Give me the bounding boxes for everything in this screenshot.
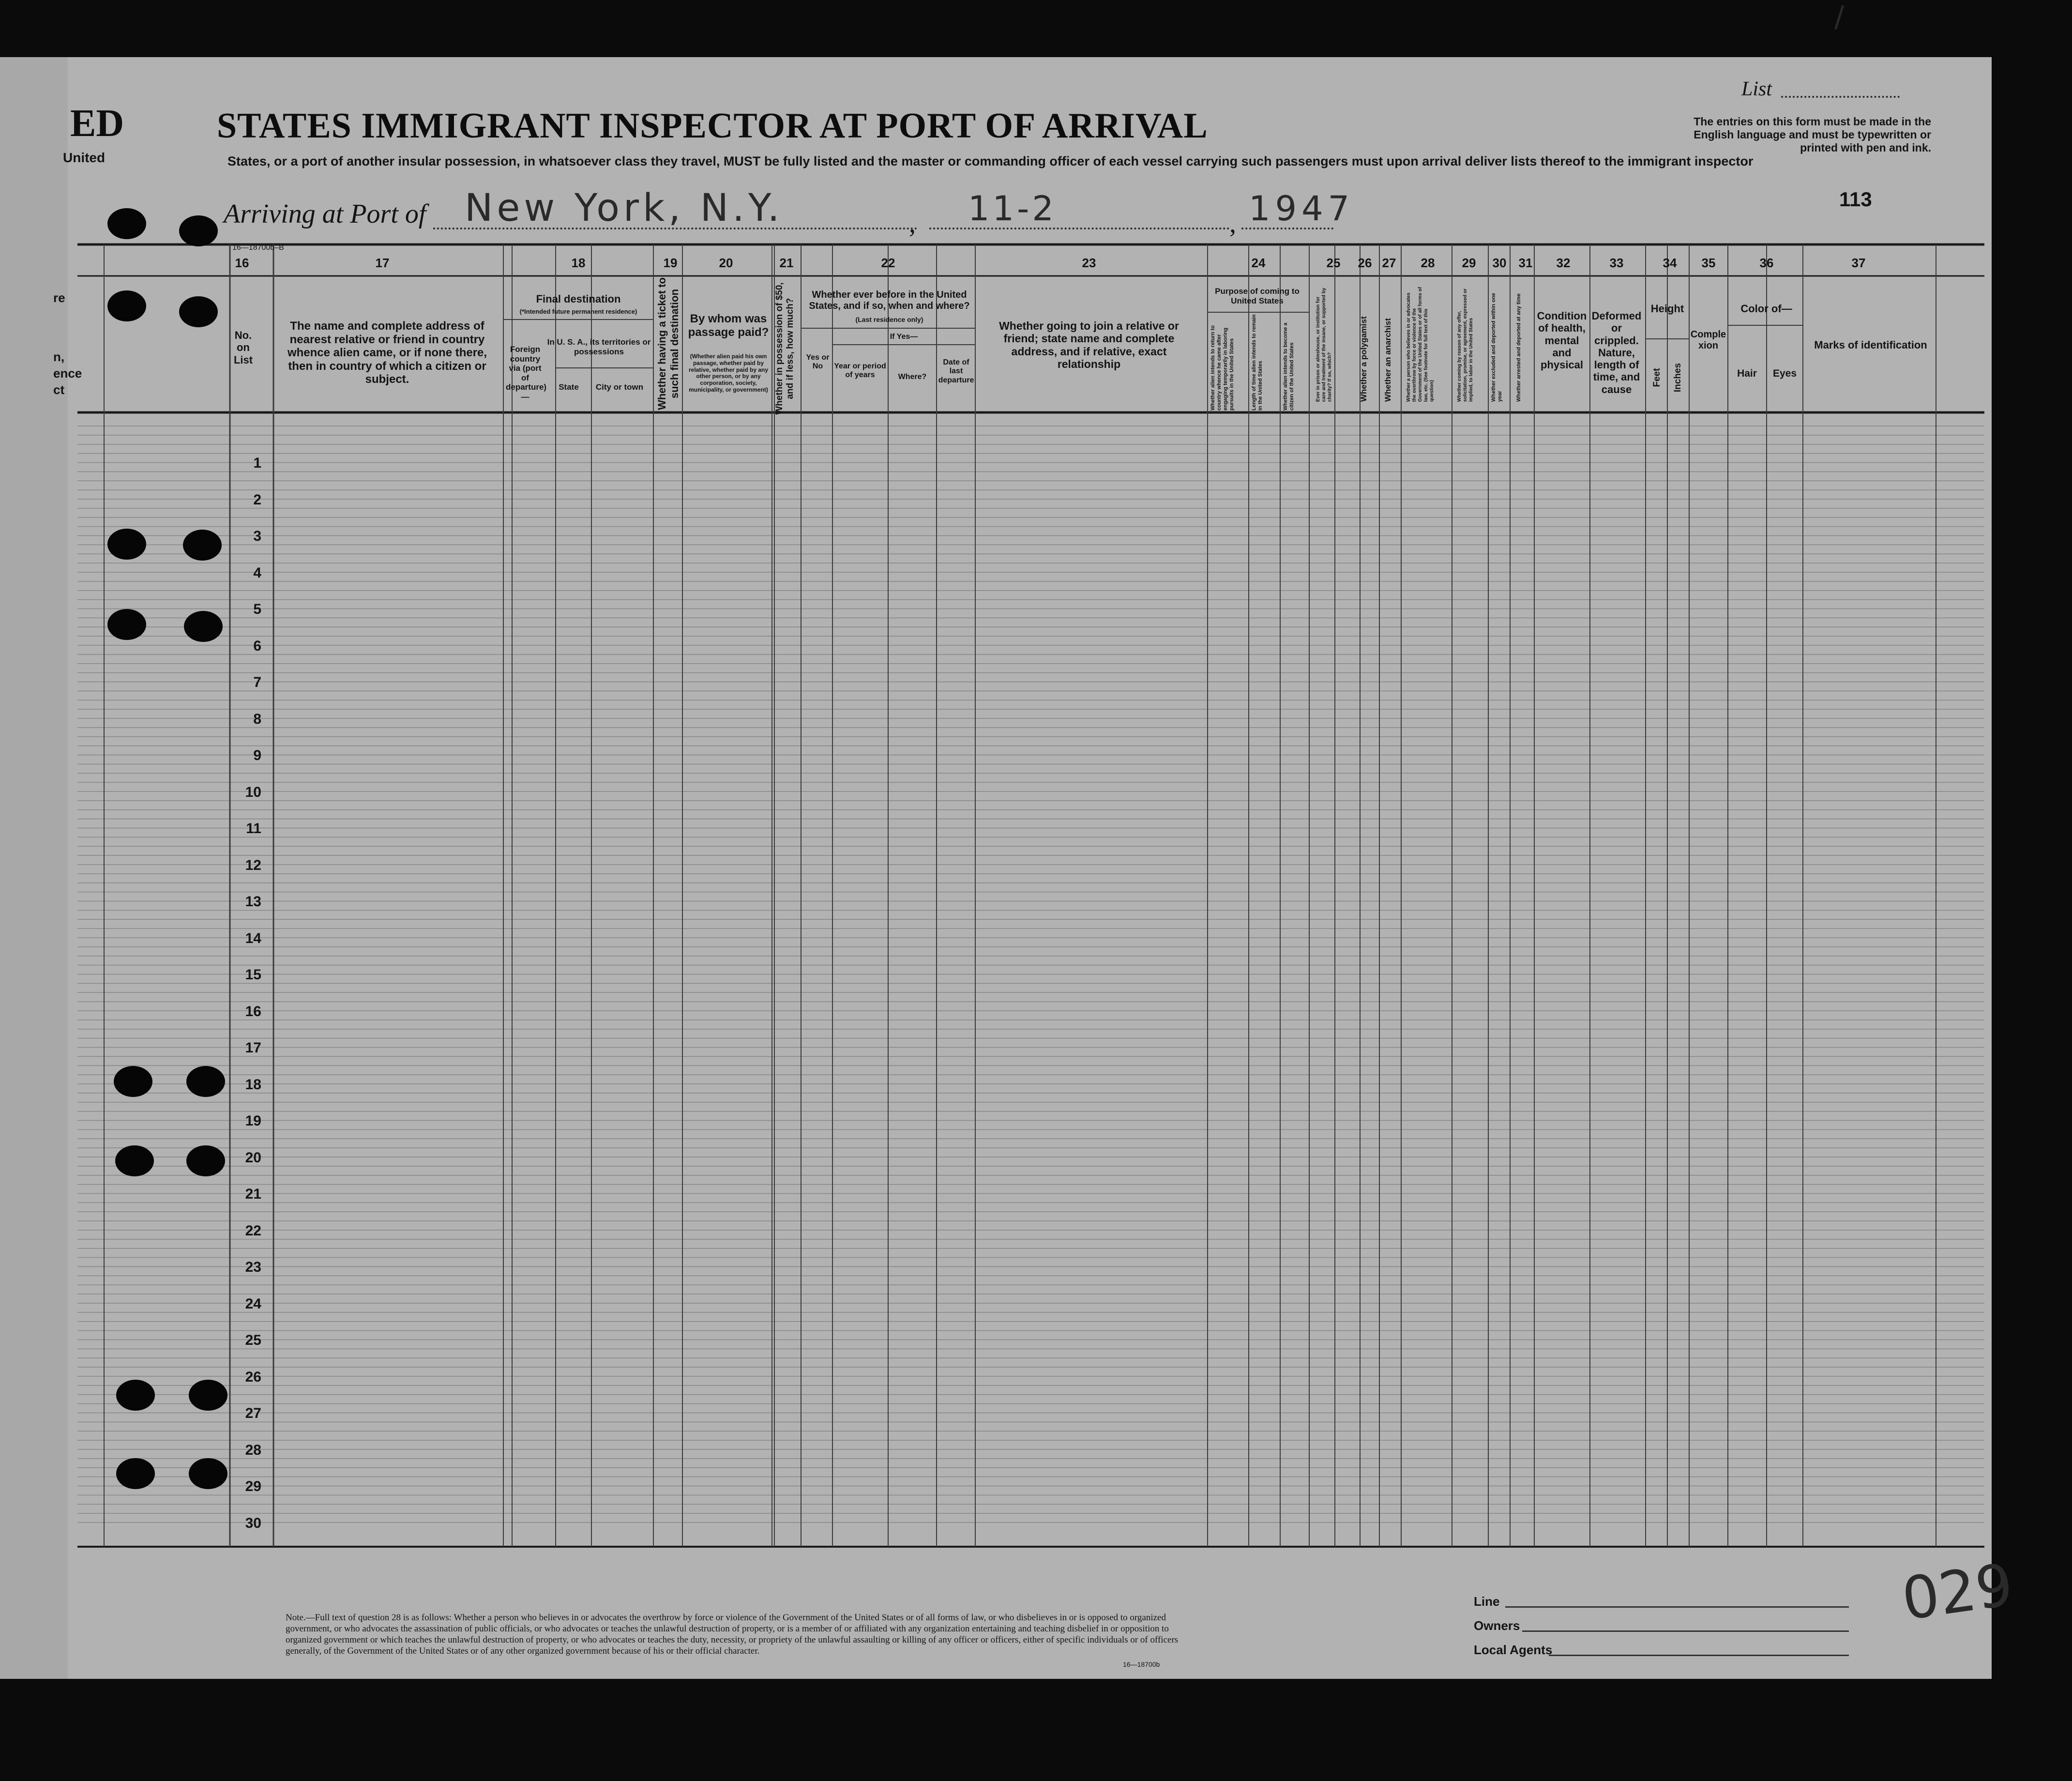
punch-hole bbox=[186, 1066, 225, 1097]
col-header-18: Final destination bbox=[536, 293, 621, 305]
row-number: 19 bbox=[245, 1113, 261, 1129]
left-fragment-head-lines bbox=[53, 349, 82, 398]
footnote: Note.—Full text of question 28 is as follows: Whether a person who believes in or advocates the overthrow by force or violence of the Government of the United States or of all forms of law, or who disbelieves in or is opposed to organized government, or who advocates the assassination of public officials, or who advocates or teaches the unlawful destruction of property, or is a member of or affiliated with any organization entertaining and teaching disbelief in or opposition to organized government or which teaches the unlawful destruction of property, or who advocates or teaches the duty, necessity, or propriety of the unlawful assaulting or killing of any officer or officers, either of specific individuals or of officers generally, of the Government of the United States or of any other organized government because of his or their official character. bbox=[286, 1613, 1179, 1656]
punch-hole bbox=[186, 1145, 225, 1176]
arriving-label: Arriving at Port of bbox=[224, 199, 426, 229]
col-header-36-hair: Hair bbox=[1737, 368, 1757, 379]
punch-hole bbox=[114, 1066, 152, 1097]
col-header-32: Condition of health, mental and physical bbox=[1537, 310, 1587, 371]
row-number: 27 bbox=[245, 1405, 261, 1421]
col-header-20: By whom was passage paid? bbox=[688, 312, 769, 339]
col-header-22: Whether ever before in the United States, and if so, when and where? bbox=[809, 289, 970, 311]
punch-hole bbox=[116, 1458, 155, 1489]
punch-hole bbox=[107, 529, 146, 560]
col-header-22-year: Year or period of years bbox=[834, 362, 886, 380]
line-label: Line bbox=[1474, 1594, 1500, 1609]
col-no-22: 22 bbox=[881, 256, 895, 270]
punch-hole bbox=[107, 290, 146, 321]
list-label: List bbox=[1741, 78, 1772, 100]
col-no-26: 26 bbox=[1358, 256, 1372, 270]
col-no-23: 23 bbox=[1082, 256, 1096, 270]
port-value: New York, N.Y. bbox=[465, 186, 784, 230]
local-agents-label: Local Agents bbox=[1474, 1643, 1553, 1657]
separator-comma: , bbox=[1229, 209, 1236, 239]
year-value: 1947 bbox=[1249, 189, 1355, 228]
row-number: 26 bbox=[245, 1369, 261, 1385]
col-header-34-inches: Inches bbox=[1673, 363, 1683, 393]
list-number-field[interactable] bbox=[1781, 96, 1900, 98]
col-header-18-note: (*Intended future permanent residence) bbox=[519, 308, 637, 315]
handwritten-stamp-number: 029 bbox=[1898, 1551, 2017, 1634]
col-header-18-city: City or town bbox=[595, 382, 644, 392]
row-number: 13 bbox=[245, 894, 261, 910]
left-head-4: ct bbox=[53, 382, 65, 397]
col-header-33: Deformed or crippled. Nature, length of time, and cause bbox=[1591, 310, 1642, 396]
row-number: 30 bbox=[245, 1515, 261, 1531]
row-number: 16 bbox=[245, 1003, 261, 1020]
col-no-24: 24 bbox=[1251, 256, 1266, 270]
owners-field[interactable] bbox=[1522, 1630, 1849, 1632]
col-header-22-note: (Last residence only) bbox=[855, 316, 923, 323]
row-number: 9 bbox=[253, 747, 261, 763]
col-header-36-eyes: Eyes bbox=[1772, 368, 1797, 379]
row-number: 29 bbox=[245, 1478, 261, 1494]
col-header-22-date: Date of last departure bbox=[938, 358, 974, 384]
left-fragment-title: ED bbox=[70, 102, 124, 145]
col-header-19: Whether having a ticket to such final destination bbox=[656, 277, 681, 410]
owners-label: Owners bbox=[1474, 1618, 1520, 1633]
col-header-34-feet: Feet bbox=[1652, 368, 1662, 387]
col-header-37: Marks of identification bbox=[1814, 339, 1927, 351]
col-no-27: 27 bbox=[1382, 256, 1396, 270]
col-header-29: Whether coming by reason of any offer, solicitation, promise, or agreement, expressed or implied, to labor in the United States bbox=[1457, 289, 1474, 402]
col-no-20: 20 bbox=[719, 256, 733, 270]
punch-hole bbox=[189, 1380, 227, 1411]
row-number: 10 bbox=[245, 784, 261, 800]
col-header-27: Whether an anarchist bbox=[1383, 318, 1392, 402]
line-field[interactable] bbox=[1505, 1606, 1849, 1608]
col-no-17: 17 bbox=[375, 256, 390, 270]
page-title: STATES IMMIGRANT INSPECTOR AT PORT OF ARRIVAL bbox=[217, 106, 1208, 146]
col-header-21: Whether in possession of $50, and if less, how much? bbox=[774, 282, 795, 415]
row-number: 4 bbox=[253, 564, 261, 581]
row-number: 1 bbox=[253, 455, 261, 471]
col-header-35: Complexion bbox=[1690, 329, 1726, 351]
left-head-3: ence bbox=[53, 366, 82, 381]
col-header-22-if-yes: If Yes— bbox=[890, 333, 918, 341]
form-instructions: The entries on this form must be made in the English language and must be typewritten or printed with pen and ink. bbox=[1694, 115, 1931, 154]
left-fragment-subtitle: United bbox=[63, 150, 106, 165]
row-number: 14 bbox=[245, 930, 261, 946]
col-no-32: 32 bbox=[1556, 256, 1571, 270]
col-header-24b: Length of time alien intends to remain in the United States bbox=[1251, 314, 1263, 411]
col-header-18-foreign: Foreign country via (port of departure)— bbox=[506, 345, 547, 401]
col-header-23: Whether going to join a relative or friend; state name and complete address, and if relative, exact relationship bbox=[999, 320, 1179, 371]
punch-hole bbox=[179, 215, 218, 246]
col-header-24: Purpose of coming to United States bbox=[1215, 287, 1300, 305]
form-code: 16—18700b–B bbox=[232, 244, 284, 252]
col-header-20-note: (Whether alien paid his own passage, whether paid by relative, whether paid by any other person, or by any corporation, society, municipality, or government) bbox=[688, 353, 769, 393]
col-header-24a: Whether alien intends to return to country whence he came after engaging temporarily in laboring pursuits in the United States bbox=[1210, 325, 1235, 411]
separator-comma: , bbox=[909, 209, 916, 239]
left-head-2: n, bbox=[53, 350, 65, 364]
col-header-36: Color of— bbox=[1740, 303, 1792, 315]
col-header-30: Whether excluded and deported within one year bbox=[1491, 293, 1503, 402]
col-header-17: The name and complete address of nearest relative or friend in country whence alien came, or if none there, then in country of which a citizen or subject. bbox=[287, 320, 487, 386]
punch-hole bbox=[107, 609, 146, 640]
col-no-31: 31 bbox=[1518, 256, 1533, 270]
col-no-25: 25 bbox=[1326, 256, 1341, 270]
col-header-18-usa: In U. S. A., its territories or possessions bbox=[547, 337, 651, 356]
punch-hole bbox=[184, 611, 223, 642]
col-header-24c: Whether alien intends to become a citizen of the United States bbox=[1283, 322, 1295, 411]
col-no-37: 37 bbox=[1851, 256, 1866, 270]
col-header-28: Whether a person who believes in or advocates the overthrow by force or violence of the Government of the United States or of all forms of law, etc. (See footnote for full text of this question) bbox=[1406, 287, 1435, 402]
col-no-18: 18 bbox=[571, 256, 586, 270]
footnote-code: 16—18700b bbox=[1123, 1660, 1160, 1668]
row-number: 15 bbox=[245, 967, 261, 983]
punch-hole bbox=[183, 530, 222, 561]
col-header-22-yes-no: Yes or No bbox=[806, 353, 830, 371]
col-header-16: No. on List bbox=[233, 329, 253, 366]
col-no-30: 30 bbox=[1492, 256, 1507, 270]
row-number: 21 bbox=[245, 1186, 261, 1202]
punch-hole bbox=[115, 1145, 154, 1176]
row-number: 28 bbox=[245, 1442, 261, 1458]
row-number: 25 bbox=[245, 1332, 261, 1348]
row-number: 23 bbox=[245, 1259, 261, 1275]
row-number: 22 bbox=[245, 1222, 261, 1239]
row-number: 7 bbox=[253, 674, 261, 690]
row-number: 6 bbox=[253, 638, 261, 654]
row-number: 12 bbox=[245, 857, 261, 873]
left-fragment-head bbox=[53, 290, 65, 305]
col-no-35: 35 bbox=[1701, 256, 1716, 270]
punch-hole bbox=[116, 1380, 155, 1411]
row-number: 24 bbox=[245, 1295, 261, 1312]
row-number: 11 bbox=[246, 821, 261, 837]
col-no-34: 34 bbox=[1663, 256, 1677, 270]
row-number: 2 bbox=[253, 491, 261, 508]
page-subtitle: States, or a port of another insular possession, in whatsoever class they travel, MUST be fully listed and the master or commanding officer of each vessel carrying such passengers must upon arrival deliver lists thereof to the immigrant inspector bbox=[227, 154, 1754, 168]
left-head-1: re bbox=[53, 290, 65, 305]
corner-mark: / bbox=[1834, 0, 1845, 34]
col-no-28: 28 bbox=[1421, 256, 1435, 270]
col-no-16: 16 bbox=[235, 256, 249, 270]
row-number: 17 bbox=[245, 1040, 261, 1056]
page-number: 113 bbox=[1839, 188, 1872, 211]
col-no-29: 29 bbox=[1462, 256, 1476, 270]
row-number: 8 bbox=[253, 711, 261, 727]
row-number: 20 bbox=[245, 1149, 261, 1166]
punch-hole bbox=[107, 208, 146, 239]
col-no-21: 21 bbox=[779, 256, 794, 270]
col-header-18-state: State bbox=[559, 382, 579, 392]
row-number: 5 bbox=[253, 601, 261, 617]
col-no-36: 36 bbox=[1759, 256, 1774, 270]
col-header-26: Whether a polygamist bbox=[1359, 316, 1368, 402]
date-value: 11-2 bbox=[968, 189, 1057, 228]
local-agents-field[interactable] bbox=[1549, 1655, 1849, 1656]
col-header-22-where: Where? bbox=[898, 373, 927, 381]
col-no-33: 33 bbox=[1609, 256, 1624, 270]
col-no-19: 19 bbox=[663, 256, 678, 270]
row-number: 18 bbox=[245, 1076, 261, 1093]
col-header-31: Whether arrested and deported at any time bbox=[1516, 293, 1522, 402]
col-header-25: Ever in prison or almshouse, or institution for care and treatment of the insane, or supported by charity? If so, which? bbox=[1316, 288, 1332, 402]
row-number: 3 bbox=[253, 528, 261, 544]
col-header-34: Height bbox=[1650, 303, 1684, 315]
punch-hole bbox=[189, 1458, 227, 1489]
punch-hole bbox=[179, 296, 218, 327]
